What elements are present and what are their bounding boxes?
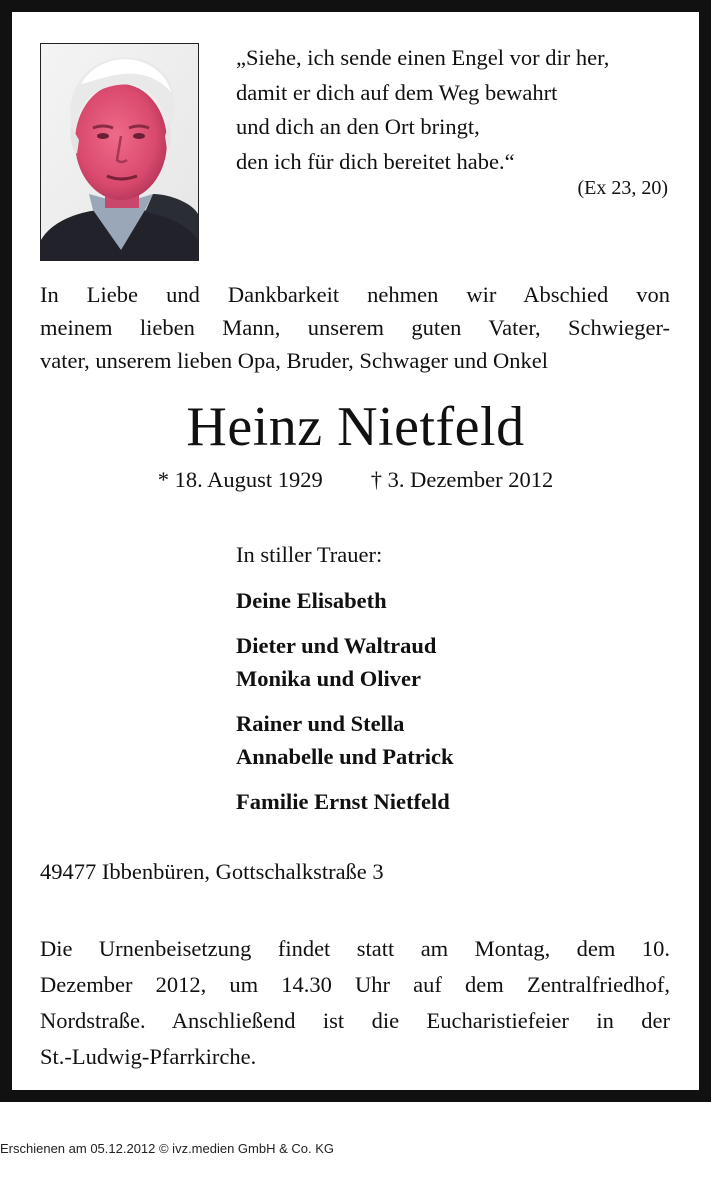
intro-text — [40, 278, 670, 377]
life-dates — [12, 465, 699, 495]
mourner-group — [236, 707, 676, 774]
quote-line: und dich an den Ort bringt, — [236, 114, 480, 139]
intro-line: meinem lieben Mann, unserem guten Vater, Schwieger- — [40, 315, 670, 340]
service-line: St.-Ludwig-Pfarrkirche. — [40, 1044, 257, 1069]
quote-line: den ich für dich bereitet habe.“ — [236, 148, 515, 174]
intro-line: vater, unserem lieben Opa, Bruder, Schwager und Onkel — [40, 348, 549, 373]
family-address: 49477 Ibbenbüren, Gottschalkstraße 3 — [40, 859, 384, 884]
portrait-photo-icon — [41, 44, 198, 260]
intro-line: In Liebe und Dankbarkeit nehmen wir Abschied von — [40, 282, 670, 307]
mourning-heading: In stiller Trauer: — [236, 542, 383, 567]
mourner-group — [236, 584, 676, 618]
mourner-name: Monika und Oliver — [236, 666, 422, 691]
obituary-content — [12, 12, 699, 1090]
mourner-name: Deine Elisabeth — [236, 588, 387, 613]
mourner-name: Annabelle und Patrick — [236, 744, 454, 769]
quote-line: damit er dich auf dem Weg bewahrt — [236, 79, 558, 105]
quote-reference: (Ex 23, 20) — [577, 177, 668, 199]
service-line: Nordstraße. Anschließend ist die Eucharistiefeier in der — [40, 1008, 670, 1033]
death-date: † 3. Dezember 2012 — [370, 467, 554, 492]
funeral-service-text — [40, 931, 670, 1075]
service-line: Die Urnenbeisetzung findet statt am Montag, dem 10. — [40, 936, 670, 961]
mourner-name: Dieter und Waltraud — [236, 632, 437, 658]
mourners-list — [236, 540, 676, 829]
mourner-group — [236, 629, 676, 696]
deceased-name: Heinz Nietfeld — [186, 396, 525, 458]
mourner-name: Rainer und Stella — [236, 710, 405, 736]
publication-footer: Erschienen am 05.12.2012 © ivz.medien GmbH & Co. KG — [0, 1141, 335, 1156]
mourner-group — [236, 785, 676, 819]
portrait-photo — [40, 43, 199, 261]
bible-quote — [236, 41, 666, 179]
quote-line: „Siehe, ich sende einen Engel vor dir her, — [236, 45, 610, 70]
birth-date: * 18. August 1929 — [157, 467, 323, 492]
mourner-name: Familie Ernst Nietfeld — [236, 788, 450, 814]
service-line: Dezember 2012, um 14.30 Uhr auf dem Zentralfriedhof, — [40, 972, 670, 997]
